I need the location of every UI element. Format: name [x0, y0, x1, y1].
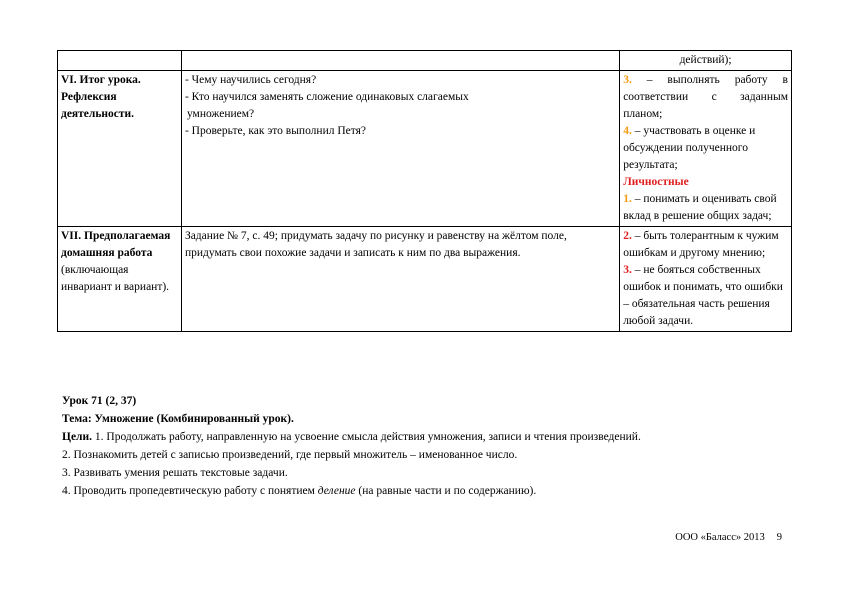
lesson-title: Урок 71 (2, 37)	[62, 395, 137, 407]
item-number: 2.	[623, 230, 632, 242]
lesson-topic	[62, 410, 792, 428]
lesson-goal: 3. Развивать умения решать текстовые задачи.	[62, 467, 288, 479]
activity-line: - Кто научился заменять сложение одинаковых слагаемых	[184, 91, 469, 103]
activity-cell	[181, 227, 619, 332]
item-text: – участвовать в оценке и обсуждении полученного результата;	[623, 125, 756, 171]
lesson-goal: 2. Познакомить детей с записью произведений, где первый множитель – именованное число.	[62, 449, 518, 461]
stage-subtitle: Рефлексия	[61, 91, 117, 103]
table-cell	[58, 51, 182, 71]
outcome-item	[623, 123, 788, 174]
stage-note: (включающая инвариант и вариант).	[61, 264, 170, 293]
lesson-goal	[62, 428, 792, 446]
lesson-plan-table	[57, 50, 792, 332]
activity-line: умножением?	[186, 108, 255, 120]
page-footer	[663, 532, 782, 543]
outcome-cell	[620, 71, 792, 227]
cell-text: действий);	[679, 54, 732, 66]
goal-text: 1. Продолжать работу, направленную на усвоение смысла действия умножения, записи и чтения произведений.	[92, 431, 641, 443]
topic-label: Тема:	[62, 413, 92, 425]
table-cell	[181, 51, 619, 71]
activity-cell	[181, 71, 619, 227]
stage-title: VI. Итог урока.	[61, 74, 141, 86]
stage-cell	[58, 227, 182, 332]
item-number: 1.	[623, 193, 632, 205]
homework-text: Задание № 7, с. 49; придумать задачу по рисунку и равенству на жёлтом поле, придумать свои похожие задачи и записать к ним по два выражения.	[184, 230, 567, 259]
stage-subtitle: деятельности.	[61, 108, 135, 120]
item-number: 3.	[623, 74, 632, 86]
outcome-item	[623, 228, 788, 262]
lesson-description	[62, 392, 792, 500]
lesson-goal	[62, 482, 792, 500]
section-heading: Личностные	[623, 176, 689, 188]
item-number: 3.	[623, 264, 632, 276]
topic-text: Умножение (Комбинированный урок).	[91, 413, 294, 425]
outcome-item	[623, 72, 788, 123]
item-text: – не бояться собственных ошибок и понимать, что ошибки – обязательная часть решения любой задачи.	[623, 264, 783, 327]
goals-label: Цели.	[62, 431, 93, 443]
item-text: – быть толерантным к чужим ошибкам и другому мнению;	[623, 230, 779, 259]
table-row	[58, 51, 792, 71]
goal-text: (на равные части и по содержанию).	[355, 485, 537, 497]
table-cell	[620, 51, 792, 71]
stage-cell	[58, 71, 182, 227]
stage-title: VII. Предполагаемая домашняя работа	[61, 230, 171, 259]
item-text: – выполнять работу в соответствии с заданным планом;	[623, 74, 788, 120]
activity-line: - Проверьте, как это выполнил Петя?	[184, 125, 367, 137]
table-row	[58, 71, 792, 227]
item-text: – понимать и оценивать свой вклад в решение общих задач;	[623, 193, 777, 222]
goal-text: 4. Проводить пропедевтическую работу с понятием	[62, 485, 318, 497]
outcome-cell	[620, 227, 792, 332]
publisher-text: ООО «Баласс» 2013	[675, 532, 765, 543]
activity-line: - Чему научились сегодня?	[184, 74, 317, 86]
page-number: 9	[776, 532, 782, 543]
table-row	[58, 227, 792, 332]
goal-emphasis: деление	[317, 485, 356, 497]
outcome-item	[623, 262, 788, 330]
outcome-item	[623, 191, 788, 225]
item-number: 4.	[623, 125, 632, 137]
